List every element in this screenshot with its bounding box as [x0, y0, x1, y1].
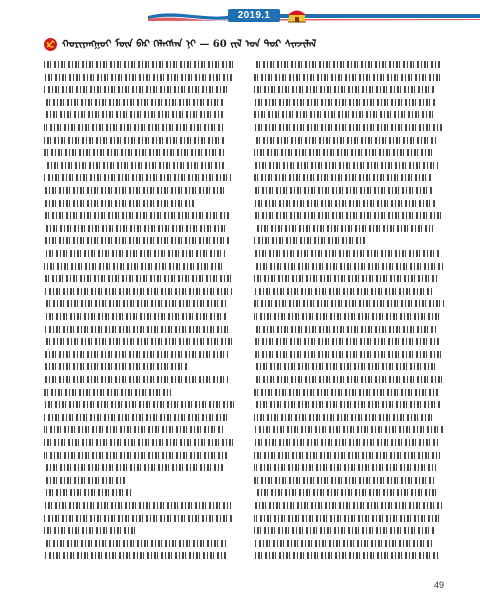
text-line [44, 524, 136, 536]
article-title: ᠬᠤᠷᠢᠶᠠᠩᠭᠤᠢ ᠮᠦᠨ ᠪᠡᠷ ᠬᠡᠯᠡᠭᠰᠡᠨ ᠨᠢ — 60 ᠵᠢᠯ ᠤᠨ ᠳᠤᠷ ᠰᠢᠨᠵᠢᠯᠡᠯ [62, 39, 317, 50]
text-line [254, 197, 435, 209]
text-line [254, 96, 436, 108]
text-column-right [254, 58, 444, 574]
text-line [44, 461, 223, 473]
text-line [254, 83, 436, 95]
party-emblem-icon [44, 38, 57, 51]
text-line [44, 486, 132, 498]
text-line [254, 386, 438, 398]
text-line [44, 310, 226, 322]
text-line [44, 171, 231, 183]
text-line [254, 297, 444, 309]
text-line [254, 323, 436, 335]
text-line [44, 260, 223, 272]
text-line [44, 121, 223, 133]
text-line [44, 58, 233, 70]
text-line [254, 449, 440, 461]
text-line [44, 436, 234, 448]
text-line [254, 234, 365, 246]
text-line [44, 96, 223, 108]
text-line [44, 537, 226, 549]
text-line [254, 184, 434, 196]
text-line [44, 159, 224, 171]
text-line [44, 297, 228, 309]
text-line [254, 222, 433, 234]
text-line [254, 423, 443, 435]
text-line [44, 83, 228, 95]
text-line [44, 549, 227, 561]
text-line [44, 474, 125, 486]
text-line [254, 398, 441, 410]
text-line [44, 335, 233, 347]
text-line [254, 134, 436, 146]
text-line [44, 323, 230, 335]
text-line [44, 108, 224, 120]
text-line [44, 285, 232, 297]
text-line [254, 58, 441, 70]
text-line [254, 209, 441, 221]
text-line [44, 71, 233, 83]
text-line [44, 398, 234, 410]
text-line [44, 512, 233, 524]
text-line [254, 360, 437, 372]
text-line [254, 549, 438, 561]
text-line [254, 461, 436, 473]
page-number: 49 [433, 580, 444, 590]
text-line [44, 272, 232, 284]
text-line [44, 499, 231, 511]
text-line [44, 411, 230, 423]
text-line [254, 335, 439, 347]
text-line [44, 373, 228, 385]
text-line [44, 184, 224, 196]
text-line [44, 360, 189, 372]
text-line [254, 260, 443, 272]
text-line [254, 524, 436, 536]
text-line [254, 285, 434, 297]
text-line [44, 134, 226, 146]
header-wave-decoration [148, 4, 480, 22]
text-line [254, 159, 438, 171]
text-line [254, 474, 434, 486]
text-line [44, 423, 224, 435]
text-line [44, 222, 227, 234]
header-banner [0, 4, 480, 22]
text-line [254, 121, 443, 133]
text-line [254, 108, 436, 120]
text-line [254, 436, 440, 448]
text-line [44, 209, 229, 221]
text-line [44, 247, 225, 259]
text-line [44, 197, 194, 209]
text-line [254, 247, 441, 259]
text-line [254, 272, 439, 284]
text-line [44, 348, 228, 360]
text-line [254, 411, 434, 423]
yurt-icon [286, 6, 308, 24]
text-line [254, 310, 439, 322]
text-line [44, 234, 231, 246]
text-line [254, 373, 442, 385]
text-line [254, 348, 442, 360]
text-line [254, 499, 444, 511]
year-badge: 2019.1 [228, 9, 280, 22]
text-line [254, 512, 441, 524]
text-line [254, 537, 433, 549]
text-line [254, 71, 443, 83]
text-line [44, 146, 224, 158]
text-line [44, 386, 171, 398]
text-line [44, 449, 228, 461]
text-line [254, 171, 433, 183]
text-line [254, 146, 432, 158]
text-column-left [44, 58, 234, 574]
text-line [254, 486, 439, 498]
